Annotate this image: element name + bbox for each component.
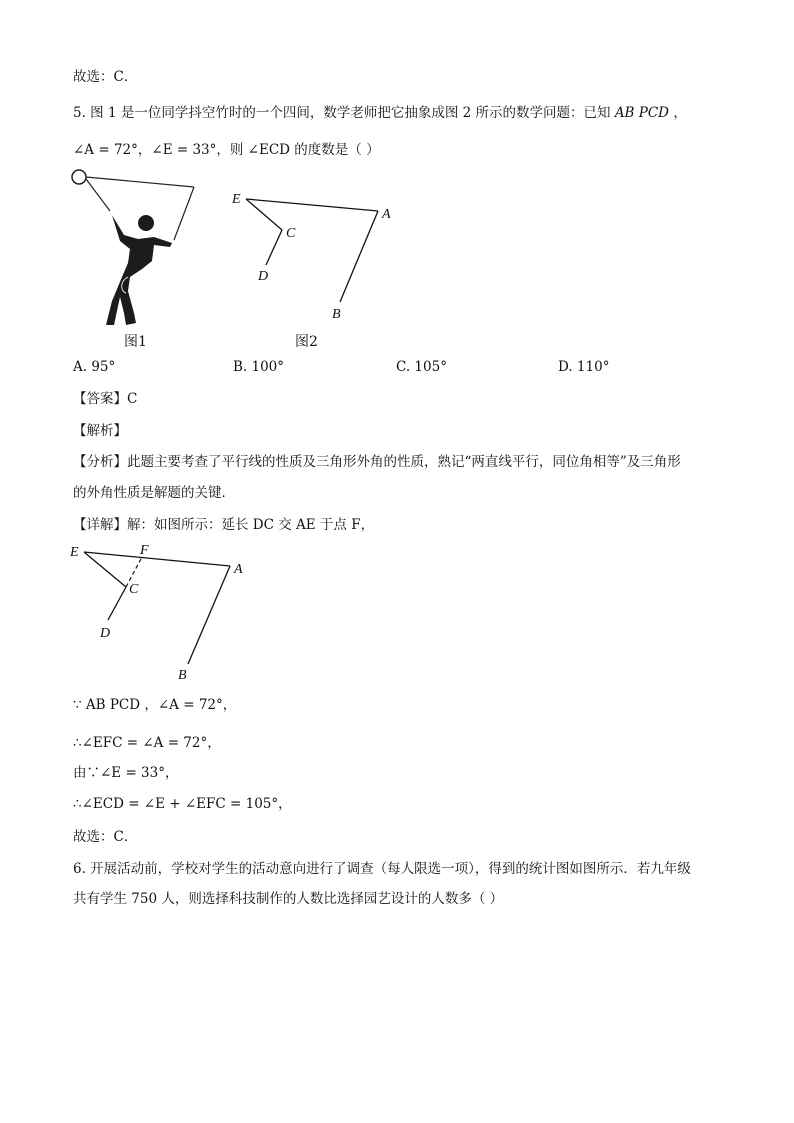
answer-line: 【答案】C <box>73 391 138 407</box>
option-b: B. 100° <box>233 359 285 375</box>
label3-C: C <box>129 582 139 597</box>
figure-3-diagram <box>66 540 256 685</box>
option-a: A. 95° <box>73 359 116 375</box>
figure-1-diabolo <box>68 165 203 335</box>
label3-E: E <box>70 545 79 560</box>
question-6-line-1: 6. 开展活动前，学校对学生的活动意向进行了调查（每人限选一项），得到的统计图如图所示．若九年级 <box>73 861 691 877</box>
figure-2-diagram <box>228 185 403 325</box>
question-5-line-1 <box>73 104 687 122</box>
detail-line: 【详解】解：如图所示：延长 DC 交 AE 于点 F， <box>73 517 375 533</box>
label3-B: B <box>178 668 187 683</box>
option-c: C. 105° <box>396 359 447 375</box>
analysis-line-1: 【分析】此题主要考查了平行线的性质及三角形外角的性质，熟记“两直线平行，同位角相等”及三角形 <box>73 454 681 470</box>
solution-step-1: ∵ AB PCD ，∠A = 72°， <box>73 697 237 713</box>
label-E: E <box>232 192 241 207</box>
label3-D: D <box>100 626 111 641</box>
label-B: B <box>332 307 341 322</box>
figure-2-caption: 图2 <box>295 334 318 350</box>
q5-parallel: AB PCD <box>614 105 670 121</box>
analysis-heading: 【解析】 <box>73 423 127 439</box>
option-d: D. 110° <box>558 359 610 375</box>
solution-step-4: ∴∠ECD = ∠E + ∠EFC = 105°， <box>73 796 292 812</box>
q5-comma: ， <box>673 105 687 121</box>
solution-step-3: 由∵∠E = 33°， <box>73 765 179 781</box>
label-C: C <box>286 226 296 241</box>
prev-answer-line: 故选：C． <box>73 69 138 85</box>
question-6-line-2: 共有学生 750 人，则选择科技制作的人数比选择园艺设计的人数多（ ） <box>73 891 504 907</box>
question-5-line-2: ∠A = 72°，∠E = 33°，则 ∠ECD 的度数是（ ） <box>73 142 380 158</box>
solution-step-2: ∴∠EFC = ∠A = 72°， <box>73 735 221 751</box>
figure-1-caption: 图1 <box>124 334 147 350</box>
label3-A: A <box>234 562 243 577</box>
label-A: A <box>382 207 391 222</box>
solution-step-5: 故选：C． <box>73 829 138 845</box>
analysis-line-2: 的外角性质是解题的关键． <box>73 485 235 501</box>
label3-F: F <box>140 543 149 558</box>
label-D: D <box>258 269 269 284</box>
q5-text: 5. 图 1 是一位同学抖空竹时的一个四间，数学老师把它抽象成图 2 所示的数学问题：已知 <box>73 105 611 121</box>
